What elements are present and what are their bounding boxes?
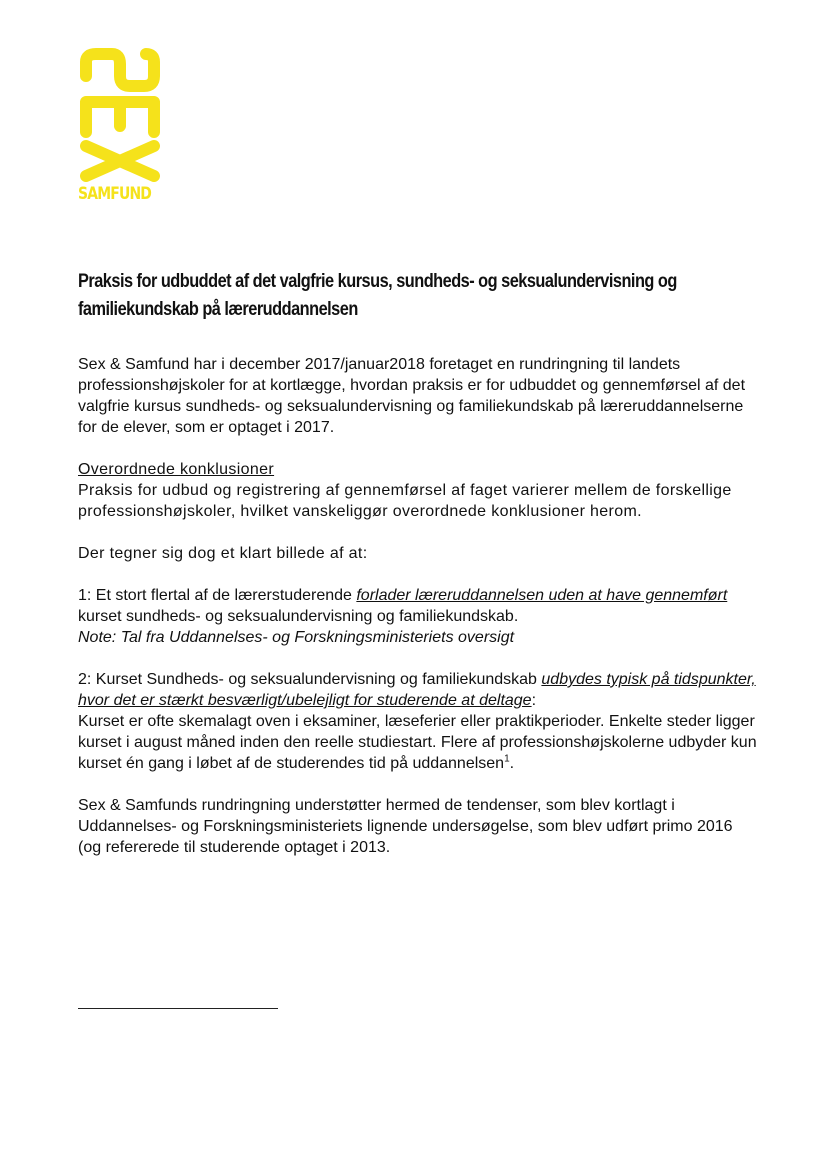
point-1-note: Note: Tal fra Uddannelses- og Forskningsministeriets oversigt [78, 629, 515, 646]
lead-paragraph: Der tegner sig dog et klart billede af at: [78, 545, 368, 562]
samfund-wordmark: SAMFUND [78, 184, 152, 204]
document-title: Praksis for udbuddet af det valgfrie kursus, sundheds- og seksualundervisning og familiekundskab på læreruddannelsen [78, 271, 677, 320]
point-2 [78, 669, 758, 774]
point-2-colon: : [531, 692, 537, 709]
section-heading: Overordnede konklusioner [78, 461, 275, 478]
point-2-emphasis: udbydes typisk på tidspunkter, hvor det er stærkt besværligt/ubelejligt for studerende at deltage [78, 671, 756, 709]
point-2-text: Kurset er ofte skemalagt oven i eksaminer, læseferier eller praktikperioder. Enkelte steder ligger kurset i august måned inden den reelle studiestart. Flere af professionshøjskolerne udbyder kun kurset én gang i løbet af de studerendes tid på uddannelsen [78, 713, 757, 772]
point-2-prefix: 2: Kurset Sundheds- og seksualundervisning og familiekundskab [78, 671, 542, 688]
conclusions-section [78, 459, 758, 522]
document-body [78, 354, 758, 879]
point-1-suffix: kurset sundheds- og seksualundervisning og familiekundskab. [78, 608, 519, 625]
section-text: Praksis for udbud og registrering af gennemførsel af faget varierer mellem de forskellige professionshøjskoler, hvilket vanskeliggør overordnede konklusioner herom. [78, 482, 732, 520]
point-2-end: . [509, 755, 515, 772]
footnote-reference[interactable]: 1 [504, 753, 510, 765]
point-1-emphasis: forlader læreruddannelsen uden at have gennemført [356, 587, 728, 604]
intro-paragraph: Sex & Samfund har i december 2017/januar2018 foretaget en rundringning til landets professionshøjskoler for at kortlægge, hvordan praksis er for udbuddet og gennemførsel af det valgfrie kursus sundheds- og seksualundervisning og familiekundskab på læreruddannelserne for de elever, som er optaget i 2017. [78, 356, 746, 436]
closing-paragraph: Sex & Samfunds rundringning understøtter hermed de tendenser, som blev kortlagt i Uddannelses- og Forskningsministeriets lignende undersøgelse, som blev udført primo 2016 (og refererede til studerende optaget i 2013. [78, 797, 733, 856]
footnote-separator [78, 1008, 278, 1009]
point-1 [78, 585, 758, 648]
sex-logo-letters [78, 46, 162, 182]
point-1-prefix: 1: Et stort flertal af de lærerstuderende [78, 587, 357, 604]
sex-og-samfund-logo [78, 46, 162, 208]
